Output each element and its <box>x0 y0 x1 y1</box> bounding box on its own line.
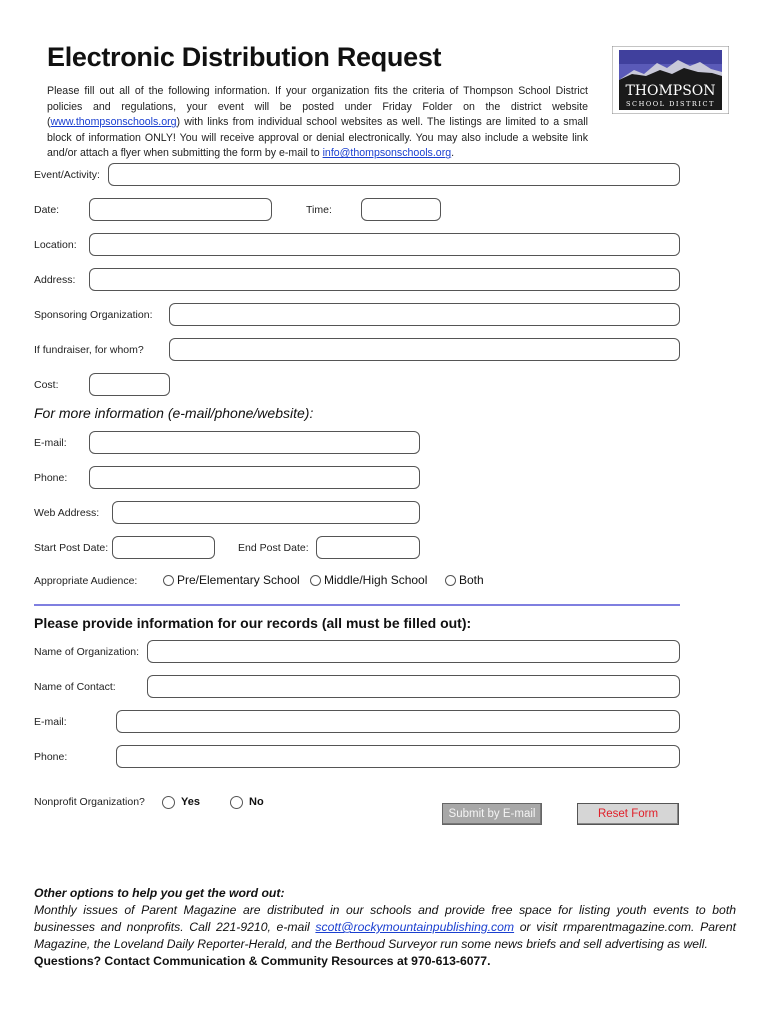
nonprofit-yes-label: Yes <box>181 796 200 808</box>
fundraiser-label: If fundraiser, for whom? <box>34 344 144 356</box>
section-divider <box>34 604 680 606</box>
org-name-input[interactable] <box>147 640 680 663</box>
web-address-label: Web Address: <box>34 507 100 519</box>
info-email-link[interactable]: info@thompsonschools.org <box>322 147 452 160</box>
audience-elementary-label: Pre/Elementary School <box>177 573 300 587</box>
nonprofit-label: Nonprofit Organization? <box>34 796 145 808</box>
footer-text-2: or visit rmparentmagazine.com. Parent Magazine, the Loveland Daily Reporter-Herald, and the Berthoud Surveyor run some news briefs and sell advertising as well. <box>34 920 736 951</box>
district-website-link[interactable]: www.thompsonschools.org <box>50 116 177 129</box>
time-input[interactable] <box>361 198 441 221</box>
sponsor-input[interactable] <box>169 303 680 326</box>
intro-text-1: Please fill out all of the following information. If your organization fits the criteria of Thompson School District policies and regulations, your event will be posted under Friday Folder on the district website ( <box>47 85 588 129</box>
date-label: Date: <box>34 204 60 216</box>
contact-name-input[interactable] <box>147 675 680 698</box>
cost-label: Cost: <box>34 379 59 391</box>
page-title: Electronic Distribution Request <box>47 42 442 72</box>
nonprofit-yes-radio[interactable] <box>162 796 175 809</box>
district-logo <box>612 46 729 114</box>
intro-paragraph <box>47 84 588 162</box>
sponsor-label: Sponsoring Organization: <box>34 309 153 321</box>
district-logo-graphic <box>612 46 729 114</box>
end-post-date-input[interactable] <box>316 536 420 559</box>
footer-heading: Other options to help you get the word out: <box>34 886 285 900</box>
footer-questions: Questions? Contact Communication & Community Resources at 970-613-6077. <box>34 954 491 968</box>
logo-line2: SCHOOL DISTRICT <box>626 100 715 108</box>
footer-text-1: Monthly issues of Parent Magazine are distributed in our schools and provide free space for listing youth events to both businesses and nonprofits. Call 221-9210, e-mail <box>34 903 736 934</box>
intro-text-3: . <box>451 147 455 160</box>
parent-magazine-email-link[interactable]: scott@rockymountainpublishing.com <box>315 920 515 934</box>
audience-both-radio[interactable] <box>445 575 456 586</box>
event-input[interactable] <box>108 163 680 186</box>
audience-elementary-radio[interactable] <box>163 575 174 586</box>
audience-both-label: Both <box>459 573 484 587</box>
footer-paragraph <box>34 902 736 953</box>
nonprofit-no-radio[interactable] <box>230 796 243 809</box>
records-heading: Please provide information for our records (all must be filled out): <box>34 615 472 631</box>
time-label: Time: <box>306 204 332 216</box>
contact-name-label: Name of Contact: <box>34 681 116 693</box>
address-input[interactable] <box>89 268 680 291</box>
intro-text-2: ) with links from individual school websites as well. The listings are limited to a small block of information ONLY! You will receive approval or denial electronically. You may also include a website link and/or attach a flyer when submitting the form by e-mail to <box>47 116 588 160</box>
location-label: Location: <box>34 239 77 251</box>
audience-label: Appropriate Audience: <box>34 575 138 587</box>
info-phone-input[interactable] <box>89 466 420 489</box>
org-name-label: Name of Organization: <box>34 646 140 658</box>
audience-middle-high-label: Middle/High School <box>324 573 428 587</box>
records-phone-input[interactable] <box>116 745 680 768</box>
info-email-label: E-mail: <box>34 437 67 449</box>
start-post-date-label: Start Post Date: <box>34 542 109 554</box>
web-address-input[interactable] <box>112 501 420 524</box>
event-label: Event/Activity: <box>34 169 100 181</box>
address-label: Address: <box>34 274 76 286</box>
more-info-heading: For more information (e-mail/phone/website): <box>34 405 314 421</box>
fundraiser-input[interactable] <box>169 338 680 361</box>
submit-by-email-button[interactable]: Submit by E-mail <box>442 803 542 825</box>
location-input[interactable] <box>89 233 680 256</box>
records-email-input[interactable] <box>116 710 680 733</box>
end-post-date-label: End Post Date: <box>238 542 309 554</box>
records-email-label: E-mail: <box>34 716 67 728</box>
info-email-input[interactable] <box>89 431 420 454</box>
logo-line1: THOMPSON <box>625 83 716 99</box>
nonprofit-no-label: No <box>249 796 264 808</box>
start-post-date-input[interactable] <box>112 536 215 559</box>
date-input[interactable] <box>89 198 272 221</box>
info-phone-label: Phone: <box>34 472 68 484</box>
reset-form-button[interactable]: Reset Form <box>577 803 679 825</box>
records-phone-label: Phone: <box>34 751 68 763</box>
audience-middle-high-radio[interactable] <box>310 575 321 586</box>
cost-input[interactable] <box>89 373 170 396</box>
footer-notes <box>34 885 736 970</box>
